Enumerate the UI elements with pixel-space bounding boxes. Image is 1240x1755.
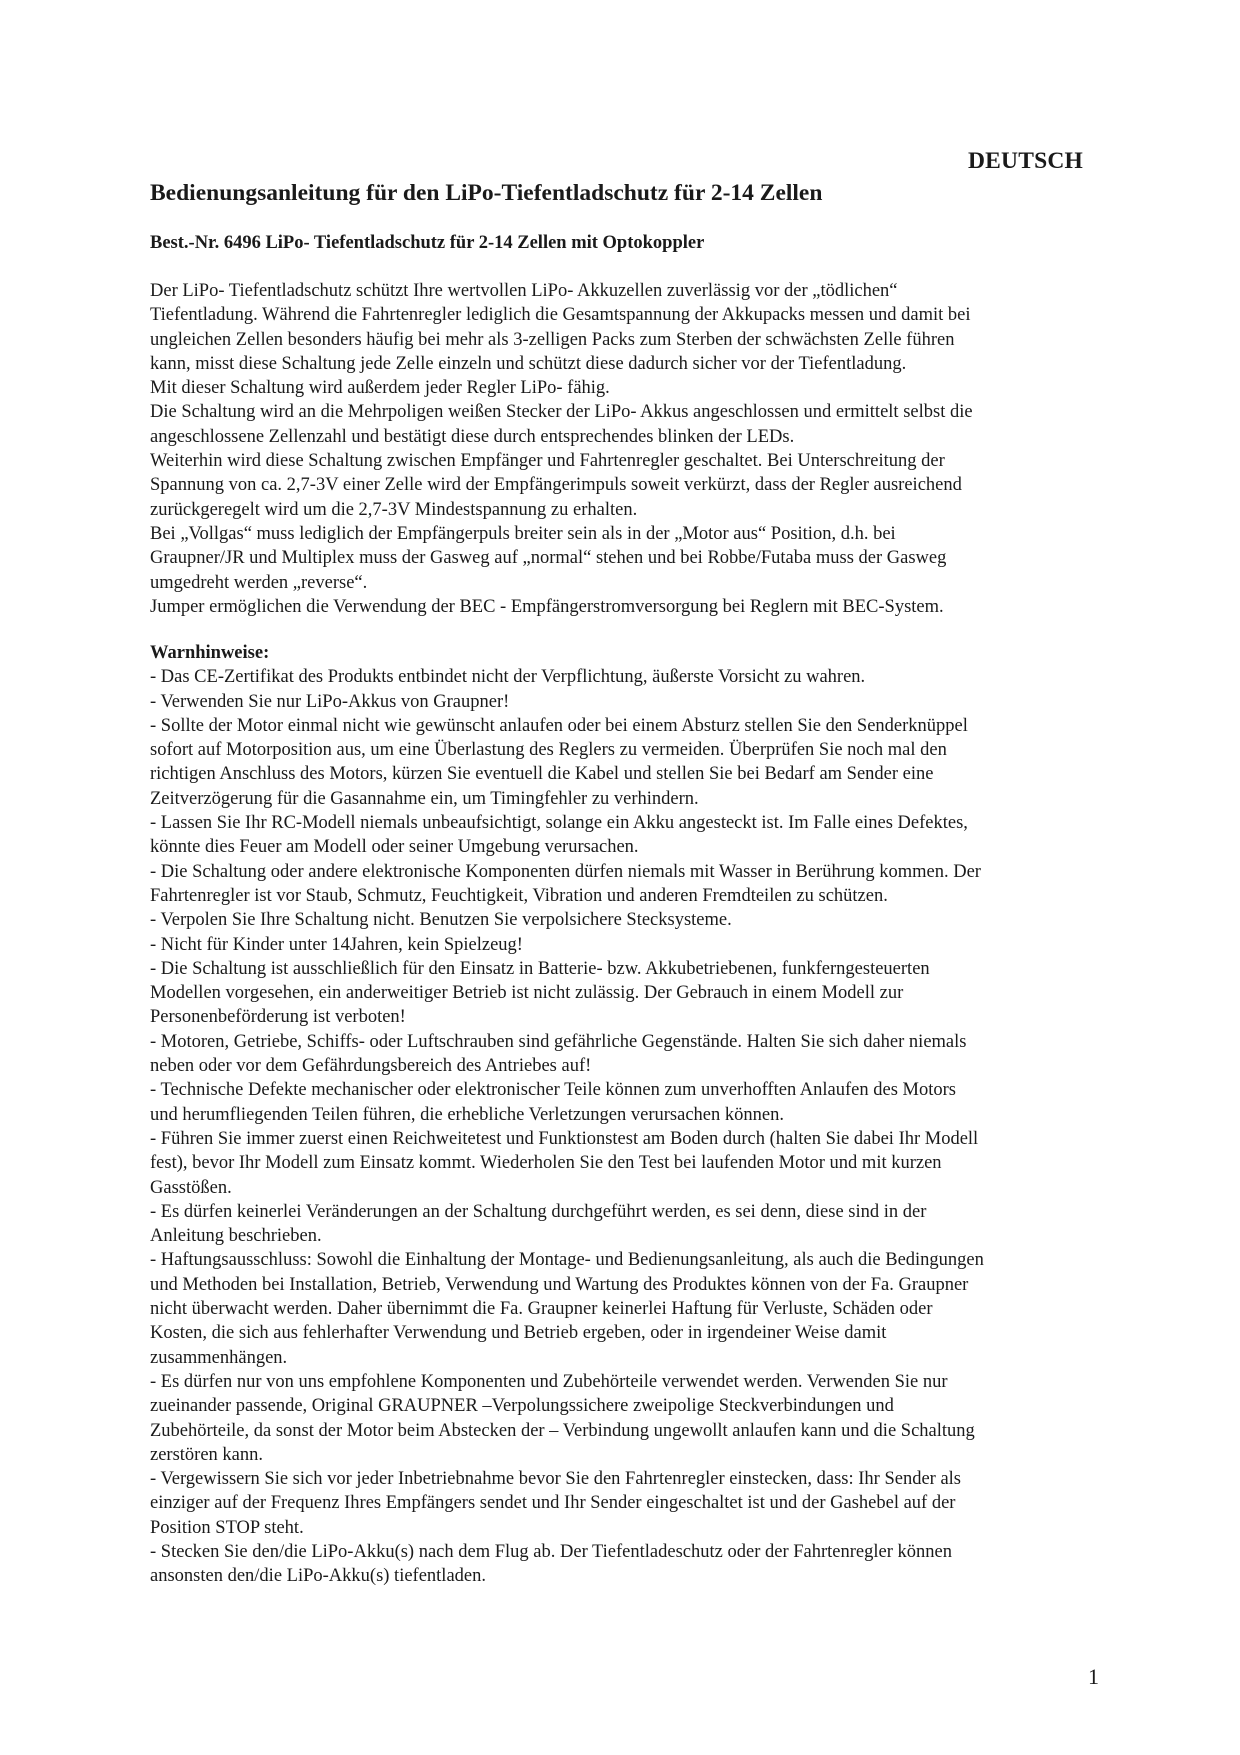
product-subtitle: Best.-Nr. 6496 LiPo- Tiefentladschutz für 2-14 Zellen mit Optokoppler bbox=[150, 233, 705, 253]
warning-line: - Vergewissern Sie sich vor jeder Inbetriebnahme bevor Sie den Fahrtenregler einstecken, dass: Ihr Sender als bbox=[150, 1469, 962, 1490]
warning-line: - Verpolen Sie Ihre Schaltung nicht. Benutzen Sie verpolsichere Stecksysteme. bbox=[150, 910, 732, 931]
warning-line: - Lassen Sie Ihr RC-Modell niemals unbeaufsichtigt, solange ein Akku angesteckt ist. Im Falle eines Defektes, bbox=[150, 813, 968, 834]
warning-line: Modellen vorgesehen, ein anderweitiger Betrieb ist nicht zulässig. Der Gebrauch in einem Modell zur bbox=[150, 983, 904, 1004]
warnings-section bbox=[150, 641, 1110, 1589]
intro-line: ungleichen Zellen besonders häufig bei mehr als 3-zelligen Packs zum Sterben der schwächsten Zelle führen bbox=[150, 329, 955, 350]
intro-line: Graupner/JR und Multiplex muss der Gasweg auf „normal“ stehen und bei Robbe/Futaba muss der Gasweg bbox=[150, 548, 947, 569]
warning-line: Position STOP steht. bbox=[150, 1517, 304, 1538]
warning-line: nicht überwacht werden. Daher übernimmt die Fa. Graupner keinerlei Haftung für Verluste, Schäden oder bbox=[150, 1299, 933, 1320]
intro-line: Weiterhin wird diese Schaltung zwischen Empfänger und Fahrtenregler geschaltet. Bei Unterschreitung der bbox=[150, 451, 945, 472]
intro-line: Mit dieser Schaltung wird außerdem jeder Regler LiPo- fähig. bbox=[150, 378, 610, 399]
warning-line: Anleitung beschrieben. bbox=[150, 1226, 322, 1247]
warning-line: zerstören kann. bbox=[150, 1444, 264, 1465]
intro-line: zurückgeregelt wird um die 2,7-3V Mindestspannung zu erhalten. bbox=[150, 499, 638, 520]
warning-line: - Führen Sie immer zuerst einen Reichweitetest und Funktionstest am Boden durch (halten Sie dabei Ihr Modell bbox=[150, 1128, 979, 1149]
warning-line: fest), bevor Ihr Modell zum Einsatz kommt. Wiederholen Sie den Test bei laufenden Motor und mit kurzen bbox=[150, 1153, 942, 1174]
warning-line: richtigen Anschluss des Motors, kürzen Sie eventuell die Kabel und stellen Sie bei Bedarf am Sender eine bbox=[150, 764, 934, 785]
warning-line: Gasstößen. bbox=[150, 1177, 232, 1198]
warning-line: - Technische Defekte mechanischer oder elektronischer Teile können zum unverhofften Anlaufen des Motors bbox=[150, 1080, 956, 1101]
warning-line: Fahrtenregler ist vor Staub, Schmutz, Feuchtigkeit, Vibration und anderen Fremdteilen zu schützen. bbox=[150, 885, 888, 906]
intro-line: Der LiPo- Tiefentladschutz schützt Ihre wertvollen LiPo- Akkuzellen zuverlässig vor der „tödlichen“ bbox=[150, 281, 898, 301]
warning-line: Kosten, die sich aus fehlerhafter Verwendung und Betrieb ergeben, oder in irgendeiner Weise damit bbox=[150, 1323, 887, 1344]
intro-line: Spannung von ca. 2,7-3V einer Zelle wird der Empfängerimpuls soweit verkürzt, dass der Regler ausreichend bbox=[150, 475, 962, 496]
warning-line: - Haftungsausschluss: Sowohl die Einhaltung der Montage- und Bedienungsanleitung, als auch die Bedingungen bbox=[150, 1250, 984, 1271]
warning-line: sofort auf Motorposition aus, um eine Überlastung des Reglers zu vermeiden. Überprüfen Sie noch mal den bbox=[150, 740, 947, 761]
warning-line: Zubehörteile, da sonst der Motor beim Abstecken der – Verbindung ungewollt anlaufen kann und die Schaltung bbox=[150, 1420, 975, 1441]
warning-line: - Es dürfen keinerlei Veränderungen an der Schaltung durchgeführt werden, es sei denn, diese sind in der bbox=[150, 1201, 927, 1222]
warning-line: - Es dürfen nur von uns empfohlene Komponenten und Zubehörteile verwendet werden. Verwenden Sie nur bbox=[150, 1371, 948, 1392]
warning-line: - Sollte der Motor einmal nicht wie gewünscht anlaufen oder bei einem Absturz stellen Sie den Senderknüppel bbox=[150, 715, 968, 736]
warning-line: zueinander passende, Original GRAUPNER –Verpolungssichere zweipolige Steckverbindungen und bbox=[150, 1396, 894, 1417]
warning-line: zusammenhängen. bbox=[150, 1347, 288, 1368]
warning-line: Zeitverzögerung für die Gasannahme ein, um Timingfehler zu verhindern. bbox=[150, 788, 699, 809]
intro-line: Tiefentladung. Während die Fahrtenregler lediglich die Gesamtspannung der Akkupacks messen und damit bei bbox=[150, 305, 971, 326]
document-title: Bedienungsanleitung für den LiPo-Tiefentladschutz für 2-14 Zellen bbox=[150, 180, 823, 206]
warning-line: ansonsten den/die LiPo-Akku(s) tiefentladen. bbox=[150, 1566, 486, 1587]
intro-line: umgedreht werden „reverse“. bbox=[150, 572, 368, 593]
warning-line: und herumfliegenden Teilen führen, die erhebliche Verletzungen verursachen können. bbox=[150, 1104, 784, 1125]
warning-line: könnte dies Feuer am Modell oder seiner Umgebung verursachen. bbox=[150, 837, 639, 858]
warning-line: einziger auf der Frequenz Ihres Empfängers sendet und Ihr Sender eingeschaltet ist und der Gashebel auf der bbox=[150, 1493, 956, 1514]
warning-line: - Das CE-Zertifikat des Produkts entbindet nicht der Verpflichtung, äußerste Vorsicht zu wahren. bbox=[150, 667, 866, 688]
intro-line: Die Schaltung wird an die Mehrpoligen weißen Stecker der LiPo- Akkus angeschlossen und ermittelt selbst die bbox=[150, 402, 973, 423]
page-number: 1 bbox=[1088, 1664, 1099, 1689]
intro-line: kann, misst diese Schaltung jede Zelle einzeln und schützt diese dadurch sicher vor der Tiefentladung. bbox=[150, 353, 907, 374]
warning-line: neben oder vor dem Gefährdungsbereich des Antriebes auf! bbox=[150, 1056, 592, 1077]
warning-line: - Motoren, Getriebe, Schiffs- oder Luftschrauben sind gefährliche Gegenstände. Halten Sie sich daher niemals bbox=[150, 1031, 967, 1052]
warning-line: - Stecken Sie den/die LiPo-Akku(s) nach dem Flug ab. Der Tiefentladeschutz oder der Fahrtenregler können bbox=[150, 1541, 952, 1562]
intro-line: angeschlossene Zellenzahl und bestätigt diese durch entsprechendes blinken der LEDs. bbox=[150, 426, 795, 447]
warning-line: - Verwenden Sie nur LiPo-Akkus von Graupner! bbox=[150, 691, 510, 712]
intro-paragraph bbox=[150, 279, 1110, 619]
warning-line: und Methoden bei Installation, Betrieb, Verwendung und Wartung des Produktes können von der Fa. Graupner bbox=[150, 1274, 969, 1295]
warnings-list bbox=[150, 665, 1110, 1588]
intro-line: Jumper ermöglichen die Verwendung der BEC - Empfängerstromversorgung bei Reglern mit BEC-System. bbox=[150, 596, 944, 617]
warning-line: - Die Schaltung ist ausschließlich für den Einsatz in Batterie- bzw. Akkubetriebenen, funkferngesteuerten bbox=[150, 958, 930, 979]
intro-line: Bei „Vollgas“ muss lediglich der Empfängerpuls breiter sein als in der „Motor aus“ Position, d.h. bei bbox=[150, 523, 896, 544]
language-label: DEUTSCH bbox=[968, 148, 1084, 174]
warning-line: - Die Schaltung oder andere elektronische Komponenten dürfen niemals mit Wasser in Berührung kommen. Der bbox=[150, 861, 981, 882]
warning-line: Personenbeförderung ist verboten! bbox=[150, 1007, 406, 1028]
warning-line: - Nicht für Kinder unter 14Jahren, kein Spielzeug! bbox=[150, 934, 523, 955]
warnings-heading: Warnhinweise: bbox=[150, 643, 270, 663]
